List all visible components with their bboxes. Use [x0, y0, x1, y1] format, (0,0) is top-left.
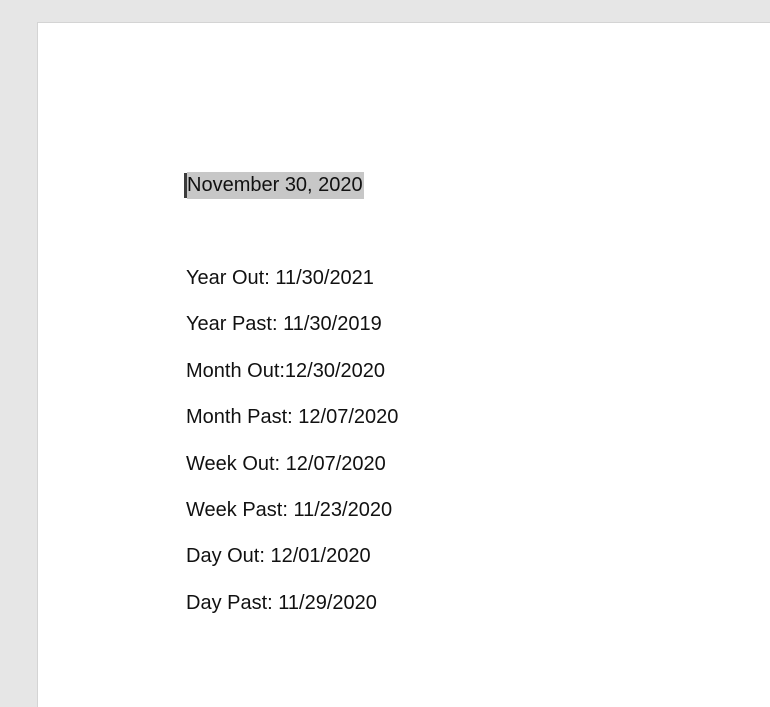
- day-out-line[interactable]: Day Out: 12/01/2020: [186, 545, 371, 568]
- week-past-line[interactable]: Week Past: 11/23/2020: [186, 498, 393, 521]
- document-page[interactable]: [38, 23, 770, 707]
- selected-date-text[interactable]: November 30, 2020: [187, 172, 364, 199]
- selected-date-line[interactable]: [184, 172, 364, 199]
- year-past-line[interactable]: Year Past: 11/30/2019: [186, 313, 382, 336]
- month-past-line[interactable]: Month Past: 12/07/2020: [186, 406, 399, 429]
- month-out-line[interactable]: Month Out:12/30/2020: [186, 359, 386, 382]
- year-out-line[interactable]: Year Out: 11/30/2021: [186, 267, 374, 289]
- day-past-line[interactable]: Day Past: 11/29/2020: [186, 591, 377, 614]
- date-calculation-list: [186, 265, 398, 636]
- week-out-line[interactable]: Week Out: 12/07/2020: [186, 452, 386, 475]
